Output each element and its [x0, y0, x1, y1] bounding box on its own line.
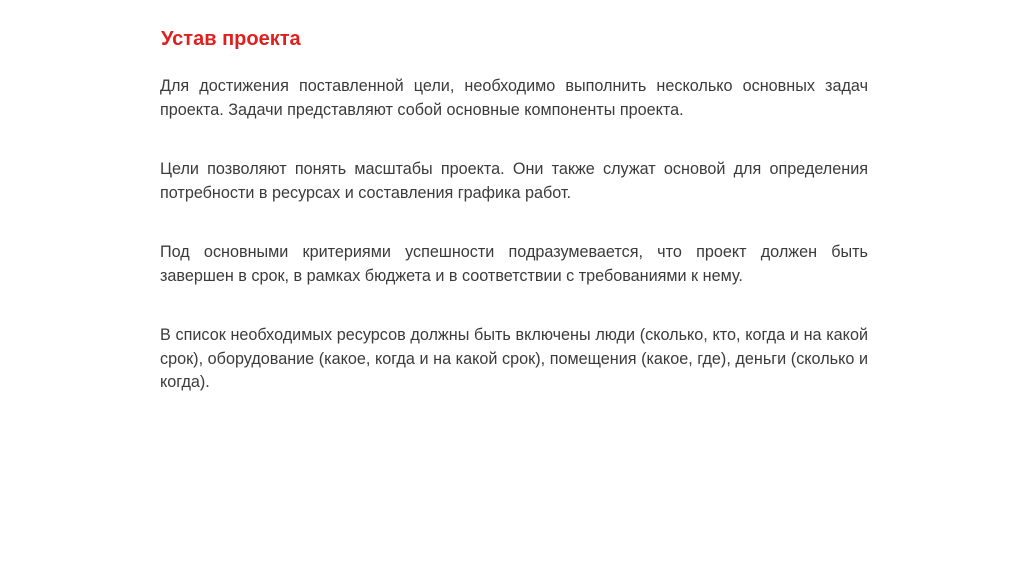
paragraph-success-criteria: Под основными критериями успешности подразумевается, что проект должен быть завершен в срок, в рамках бюджета и в соответствии с требованиями к нему. — [160, 243, 868, 285]
slide-title: Устав проекта — [161, 28, 301, 50]
paragraph-goals: Цели позволяют понять масштабы проекта. Они также служат основой для определения потребности в ресурсах и составления графика работ. — [160, 160, 868, 202]
paragraph-resources: В список необходимых ресурсов должны быть включены люди (сколько, кто, когда и на какой срок), оборудование (какое, когда и на какой срок), помещения (какое, где), деньги (сколько и когда). — [160, 326, 868, 391]
slide-body — [160, 75, 868, 395]
paragraph-tasks: Для достижения поставленной цели, необходимо выполнить несколько основных задач проекта. Задачи представляют собой основные компоненты проекта. — [160, 77, 868, 119]
